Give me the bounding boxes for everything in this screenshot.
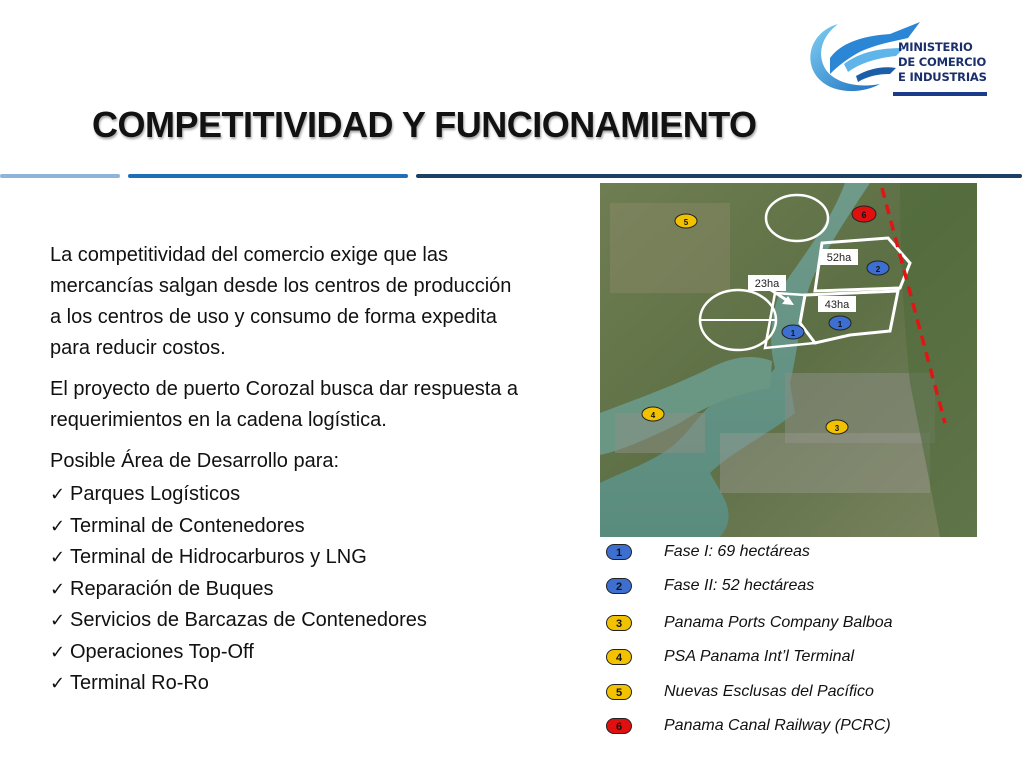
legend-label: Fase II: 52 hectáreas [664, 577, 815, 594]
logo-line-1: MINISTERIO [898, 40, 973, 54]
paragraph-corozal: El proyecto de puerto Corozal busca dar respuesta a requerimientos en la cadena logística. [50, 378, 519, 431]
slide-title: COMPETITIVIDAD Y FUNCIONAMIENTO [92, 104, 757, 145]
check-icon: ✓ [50, 515, 66, 537]
divider-light [0, 174, 120, 178]
check-icon: ✓ [50, 673, 66, 694]
map-marker-2-label: 2 [875, 265, 881, 274]
aerial-map [600, 183, 977, 537]
legend-item [606, 576, 1016, 596]
check-icon: ✓ [50, 641, 66, 663]
check-icon: ✓ [50, 547, 66, 568]
body-text [50, 240, 520, 700]
list-item-label: Terminal de Hidrocarburos y LNG [70, 546, 367, 568]
logo-text [898, 40, 987, 85]
legend-item [606, 716, 1016, 736]
check-icon: ✓ [50, 484, 66, 505]
map-dock-lower [720, 433, 930, 493]
list-item [50, 479, 520, 511]
legend-item [606, 613, 1016, 633]
legend-badge: 2 [606, 578, 632, 594]
divider-dark [416, 174, 1022, 178]
legend-badge: 6 [606, 718, 632, 734]
check-icon: ✓ [50, 610, 66, 631]
list-item-label: Terminal Ro-Ro [70, 672, 209, 694]
legend-badge: 4 [606, 649, 632, 665]
legend-badge: 1 [606, 544, 632, 560]
list-item-label: Servicios de Barcazas de Contenedores [70, 609, 427, 631]
legend-label: Panama Ports Company Balboa [664, 614, 893, 631]
map-marker-1a-label: 1 [790, 329, 796, 338]
list-item-label: Operaciones Top-Off [70, 640, 254, 663]
list-item [50, 574, 520, 606]
map-marker-4-label: 4 [650, 411, 656, 420]
legend-item [606, 682, 1016, 702]
paragraph-competitiveness: La competitividad del comercio exige que las mercancías salgan desde los centros de producción a los centros de uso y consumo de forma expedita para reducir costos. [50, 244, 512, 359]
list-item-label: Terminal de Contenedores [70, 514, 305, 537]
list-item [50, 511, 520, 543]
map-marker-1b-label: 1 [837, 320, 843, 329]
map-label-23ha: 23ha [754, 278, 780, 290]
legend-badge: 5 [606, 684, 632, 700]
development-list-intro: Posible Área de Desarrollo para: [50, 450, 340, 472]
check-icon: ✓ [50, 578, 66, 600]
logo-line-3: E INDUSTRIAS [898, 70, 987, 84]
list-item [50, 668, 520, 700]
logo-underline [893, 92, 987, 96]
legend-item [606, 542, 1016, 562]
list-item-label: Reparación de Buques [70, 577, 274, 600]
divider-mid [128, 174, 408, 178]
map-marker-5-label: 5 [683, 218, 689, 227]
map-marker-6-label: 6 [861, 210, 867, 220]
legend-label: Panama Canal Railway (PCRC) [664, 717, 891, 734]
logo-line-2: DE COMERCIO [898, 55, 987, 69]
map-marker-3-label: 3 [834, 424, 840, 433]
legend-label: PSA Panama Int’l Terminal [664, 648, 855, 665]
map-top-left-terrain [610, 203, 730, 293]
legend-item [606, 647, 1016, 667]
list-item [50, 542, 520, 574]
legend-badge: 3 [606, 615, 632, 631]
legend-label: Fase I: 69 hectáreas [664, 543, 810, 560]
legend-label: Nuevas Esclusas del Pacífico [664, 683, 874, 700]
map-label-43ha: 43ha [824, 299, 850, 311]
map-label-52ha: 52ha [826, 252, 852, 264]
list-item [50, 605, 520, 637]
list-item-label: Parques Logísticos [70, 483, 241, 505]
development-list [50, 479, 520, 700]
list-item [50, 637, 520, 669]
